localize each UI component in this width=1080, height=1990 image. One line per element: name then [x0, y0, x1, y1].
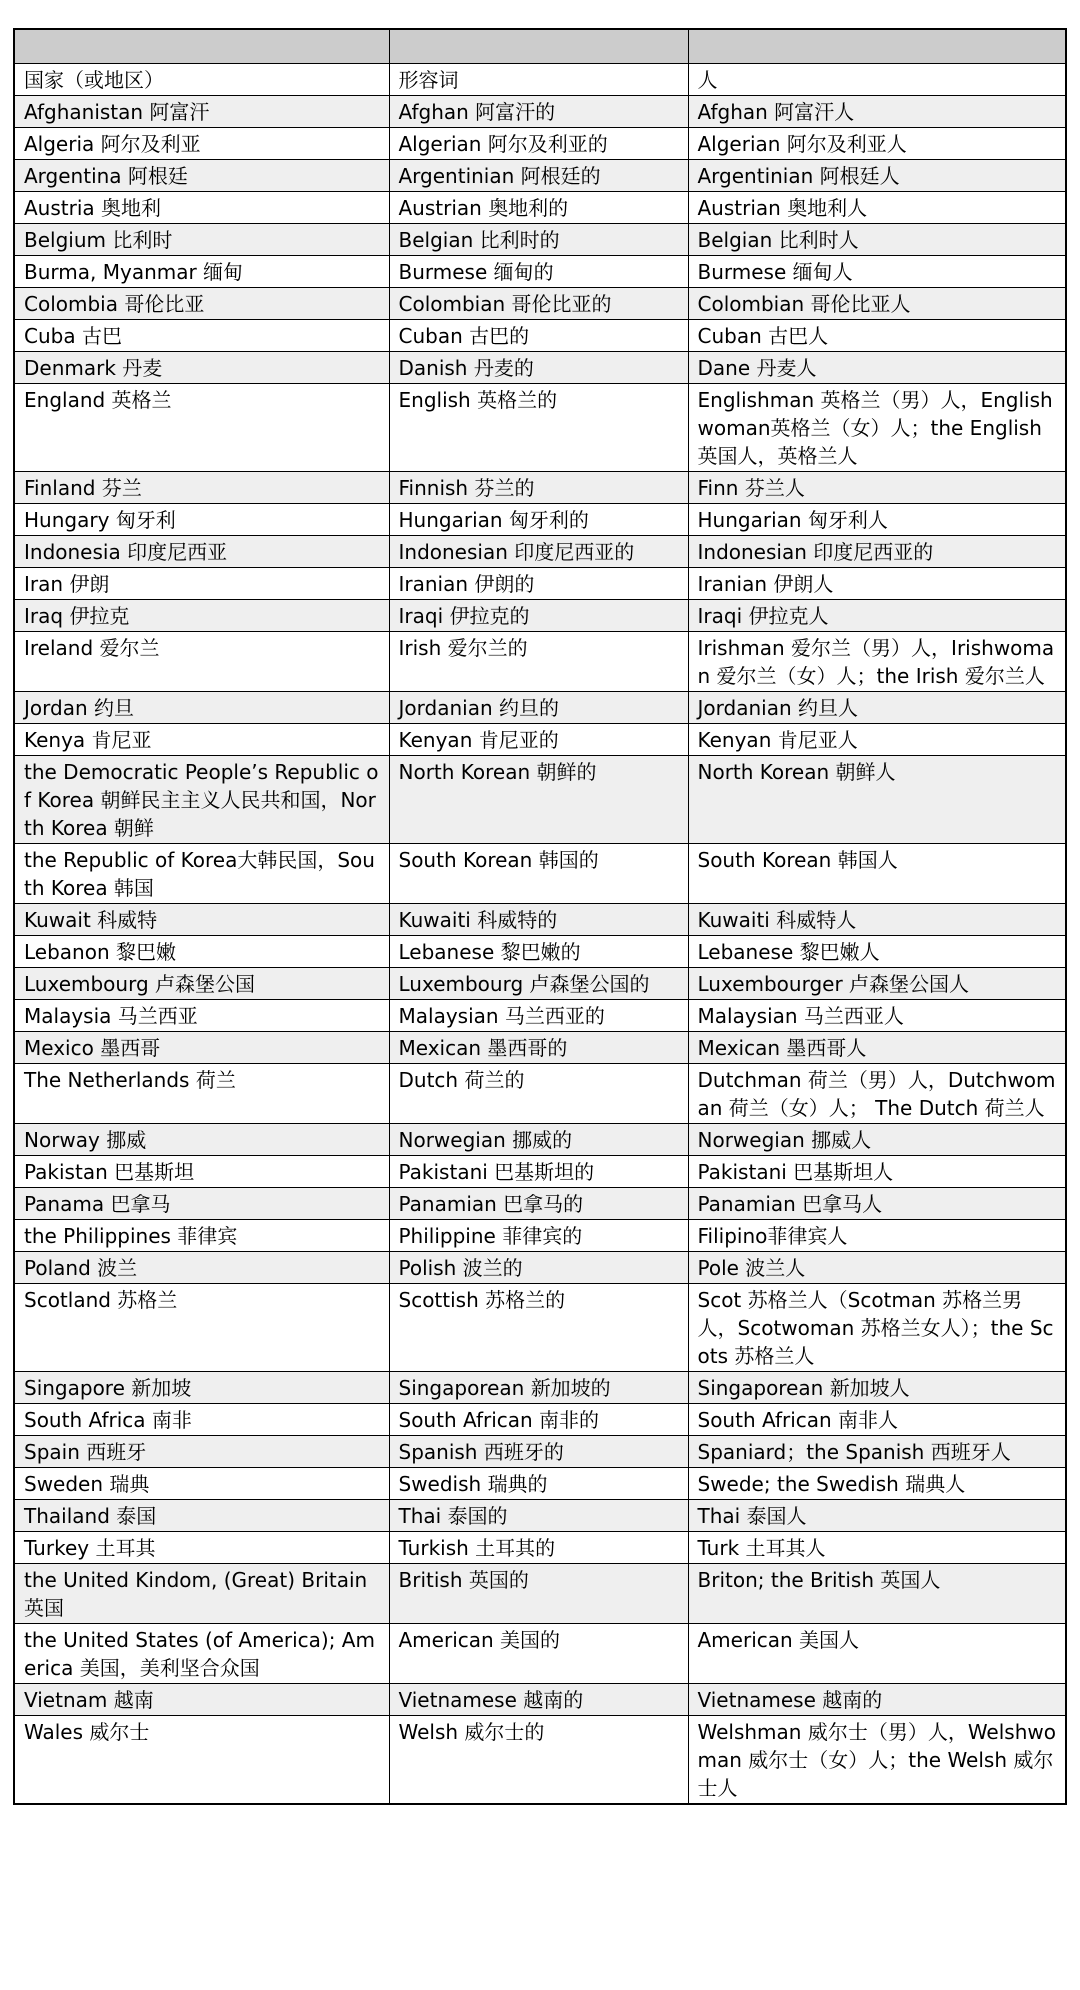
table-row	[14, 1156, 1066, 1188]
cell-country: Afghanistan 阿富汗	[14, 96, 389, 128]
cell-person: Afghan 阿富汗人	[688, 96, 1066, 128]
cell-person: Turk 土耳其人	[688, 1532, 1066, 1564]
table-row	[14, 192, 1066, 224]
table-row	[14, 96, 1066, 128]
table-row	[14, 844, 1066, 904]
cell-person: Algerian 阿尔及利亚人	[688, 128, 1066, 160]
cell-country: Denmark 丹麦	[14, 352, 389, 384]
cell-country: Panama 巴拿马	[14, 1188, 389, 1220]
table-row	[14, 384, 1066, 472]
cell-person: Scot 苏格兰人（Scotman 苏格兰男人，Scotwoman 苏格兰女人）；the Scots 苏格兰人	[688, 1284, 1066, 1372]
cell-country: the United Kindom, (Great) Britain 英国	[14, 1564, 389, 1624]
cell-adjective: Argentinian 阿根廷的	[389, 160, 688, 192]
cell-country: Poland 波兰	[14, 1252, 389, 1284]
table-row	[14, 1252, 1066, 1284]
cell-country: the United States (of America); America 美国，美利坚合众国	[14, 1624, 389, 1684]
column-title-adjective: 形容词	[389, 64, 688, 96]
cell-country: Ireland 爱尔兰	[14, 632, 389, 692]
cell-country: Spain 西班牙	[14, 1436, 389, 1468]
header-band-cell	[14, 29, 389, 64]
column-title-country: 国家（或地区）	[14, 64, 389, 96]
cell-adjective: Finnish 芬兰的	[389, 472, 688, 504]
cell-adjective: Philippine 菲律宾的	[389, 1220, 688, 1252]
nationality-table	[13, 28, 1067, 1805]
table-row	[14, 1564, 1066, 1624]
cell-person: Spaniard；the Spanish 西班牙人	[688, 1436, 1066, 1468]
cell-country: Singapore 新加坡	[14, 1372, 389, 1404]
table-body	[14, 29, 1066, 1804]
cell-country: Austria 奥地利	[14, 192, 389, 224]
table-row	[14, 128, 1066, 160]
cell-person: Pole 波兰人	[688, 1252, 1066, 1284]
cell-country: Algeria 阿尔及利亚	[14, 128, 389, 160]
cell-adjective: American 美国的	[389, 1624, 688, 1684]
cell-person: Englishman 英格兰（男）人，Englishwoman英格兰（女）人；the English 英国人，英格兰人	[688, 384, 1066, 472]
cell-country: South Africa 南非	[14, 1404, 389, 1436]
cell-country: Turkey 土耳其	[14, 1532, 389, 1564]
cell-person: Hungarian 匈牙利人	[688, 504, 1066, 536]
cell-adjective: Mexican 墨西哥的	[389, 1032, 688, 1064]
cell-person: Thai 泰国人	[688, 1500, 1066, 1532]
table-row	[14, 256, 1066, 288]
table-row	[14, 1716, 1066, 1805]
cell-country: Argentina 阿根廷	[14, 160, 389, 192]
table-row	[14, 288, 1066, 320]
table-row	[14, 1000, 1066, 1032]
cell-country: the Democratic People’s Republic of Korea 朝鲜民主主义人民共和国，North Korea 朝鲜	[14, 756, 389, 844]
cell-country: Iran 伊朗	[14, 568, 389, 600]
cell-person: Swede; the Swedish 瑞典人	[688, 1468, 1066, 1500]
cell-person: American 美国人	[688, 1624, 1066, 1684]
cell-country: England 英格兰	[14, 384, 389, 472]
cell-adjective: Jordanian 约旦的	[389, 692, 688, 724]
cell-person: South African 南非人	[688, 1404, 1066, 1436]
cell-country: Belgium 比利时	[14, 224, 389, 256]
table-row	[14, 1220, 1066, 1252]
cell-adjective: Kuwaiti 科威特的	[389, 904, 688, 936]
cell-person: Finn 芬兰人	[688, 472, 1066, 504]
cell-country: Kenya 肯尼亚	[14, 724, 389, 756]
table-row	[14, 504, 1066, 536]
cell-adjective: Scottish 苏格兰的	[389, 1284, 688, 1372]
cell-adjective: Swedish 瑞典的	[389, 1468, 688, 1500]
table-row	[14, 600, 1066, 632]
header-band-cell	[389, 29, 688, 64]
cell-person: Irishman 爱尔兰（男）人，Irishwoman 爱尔兰（女）人；the Irish 爱尔兰人	[688, 632, 1066, 692]
cell-person: Pakistani 巴基斯坦人	[688, 1156, 1066, 1188]
cell-adjective: Kenyan 肯尼亚的	[389, 724, 688, 756]
table-row	[14, 1032, 1066, 1064]
table-row	[14, 1284, 1066, 1372]
table-row	[14, 224, 1066, 256]
table-row	[14, 756, 1066, 844]
cell-person: Panamian 巴拿马人	[688, 1188, 1066, 1220]
cell-person: Kuwaiti 科威特人	[688, 904, 1066, 936]
cell-country: Mexico 墨西哥	[14, 1032, 389, 1064]
cell-country: Vietnam 越南	[14, 1684, 389, 1716]
table-row	[14, 1532, 1066, 1564]
cell-adjective: Burmese 缅甸的	[389, 256, 688, 288]
cell-person: Iraqi 伊拉克人	[688, 600, 1066, 632]
cell-person: Luxembourger 卢森堡公国人	[688, 968, 1066, 1000]
cell-person: Argentinian 阿根廷人	[688, 160, 1066, 192]
table-row	[14, 352, 1066, 384]
column-title-row	[14, 64, 1066, 96]
cell-adjective: Danish 丹麦的	[389, 352, 688, 384]
cell-adjective: Colombian 哥伦比亚的	[389, 288, 688, 320]
cell-country: Pakistan 巴基斯坦	[14, 1156, 389, 1188]
cell-adjective: Algerian 阿尔及利亚的	[389, 128, 688, 160]
table-row	[14, 1404, 1066, 1436]
table-row	[14, 1188, 1066, 1220]
cell-country: Colombia 哥伦比亚	[14, 288, 389, 320]
cell-person: Burmese 缅甸人	[688, 256, 1066, 288]
cell-country: the Republic of Korea大韩民国，South Korea 韩国	[14, 844, 389, 904]
cell-adjective: Cuban 古巴的	[389, 320, 688, 352]
table-row	[14, 1372, 1066, 1404]
cell-person: Austrian 奥地利人	[688, 192, 1066, 224]
cell-adjective: British 英国的	[389, 1564, 688, 1624]
cell-person: Colombian 哥伦比亚人	[688, 288, 1066, 320]
column-title-person: 人	[688, 64, 1066, 96]
table-row	[14, 472, 1066, 504]
cell-country: the Philippines 菲律宾	[14, 1220, 389, 1252]
cell-country: The Netherlands 荷兰	[14, 1064, 389, 1124]
table-row	[14, 536, 1066, 568]
table-row	[14, 692, 1066, 724]
cell-person: Dane 丹麦人	[688, 352, 1066, 384]
cell-person: Briton; the British 英国人	[688, 1564, 1066, 1624]
cell-adjective: Thai 泰国的	[389, 1500, 688, 1532]
cell-country: Indonesia 印度尼西亚	[14, 536, 389, 568]
cell-person: Kenyan 肯尼亚人	[688, 724, 1066, 756]
cell-person: Belgian 比利时人	[688, 224, 1066, 256]
cell-country: Burma, Myanmar 缅甸	[14, 256, 389, 288]
table-row	[14, 724, 1066, 756]
table-row	[14, 1684, 1066, 1716]
cell-adjective: Dutch 荷兰的	[389, 1064, 688, 1124]
cell-adjective: English 英格兰的	[389, 384, 688, 472]
cell-person: Welshman 威尔士（男）人，Welshwoman 威尔士（女）人；the Welsh 威尔士人	[688, 1716, 1066, 1805]
table-row	[14, 968, 1066, 1000]
cell-country: Luxembourg 卢森堡公国	[14, 968, 389, 1000]
cell-adjective: Lebanese 黎巴嫩的	[389, 936, 688, 968]
cell-person: Vietnamese 越南的	[688, 1684, 1066, 1716]
cell-adjective: Iraqi 伊拉克的	[389, 600, 688, 632]
cell-person: North Korean 朝鲜人	[688, 756, 1066, 844]
table-row	[14, 904, 1066, 936]
cell-country: Thailand 泰国	[14, 1500, 389, 1532]
cell-adjective: Iranian 伊朗的	[389, 568, 688, 600]
cell-adjective: Luxembourg 卢森堡公国的	[389, 968, 688, 1000]
cell-country: Kuwait 科威特	[14, 904, 389, 936]
cell-country: Sweden 瑞典	[14, 1468, 389, 1500]
table-row	[14, 160, 1066, 192]
cell-country: Malaysia 马兰西亚	[14, 1000, 389, 1032]
cell-adjective: Pakistani 巴基斯坦的	[389, 1156, 688, 1188]
cell-person: Iranian 伊朗人	[688, 568, 1066, 600]
table-header-band	[14, 29, 1066, 64]
cell-adjective: Turkish 土耳其的	[389, 1532, 688, 1564]
cell-adjective: Belgian 比利时的	[389, 224, 688, 256]
header-band-cell	[688, 29, 1066, 64]
cell-adjective: Austrian 奥地利的	[389, 192, 688, 224]
cell-person: Cuban 古巴人	[688, 320, 1066, 352]
cell-country: Jordan 约旦	[14, 692, 389, 724]
cell-adjective: Malaysian 马兰西亚的	[389, 1000, 688, 1032]
table-row	[14, 1468, 1066, 1500]
cell-person: Lebanese 黎巴嫩人	[688, 936, 1066, 968]
table-row	[14, 568, 1066, 600]
cell-person: South Korean 韩国人	[688, 844, 1066, 904]
cell-country: Finland 芬兰	[14, 472, 389, 504]
cell-country: Iraq 伊拉克	[14, 600, 389, 632]
table-row	[14, 632, 1066, 692]
cell-adjective: Welsh 威尔士的	[389, 1716, 688, 1805]
cell-person: Malaysian 马兰西亚人	[688, 1000, 1066, 1032]
cell-person: Indonesian 印度尼西亚的	[688, 536, 1066, 568]
table-row	[14, 1624, 1066, 1684]
table-row	[14, 1436, 1066, 1468]
cell-country: Hungary 匈牙利	[14, 504, 389, 536]
cell-person: Dutchman 荷兰（男）人，Dutchwoman 荷兰（女）人； The Dutch 荷兰人	[688, 1064, 1066, 1124]
cell-adjective: Hungarian 匈牙利的	[389, 504, 688, 536]
cell-adjective: Vietnamese 越南的	[389, 1684, 688, 1716]
table-row	[14, 1124, 1066, 1156]
cell-country: Scotland 苏格兰	[14, 1284, 389, 1372]
cell-country: Norway 挪威	[14, 1124, 389, 1156]
cell-adjective: Indonesian 印度尼西亚的	[389, 536, 688, 568]
cell-person: Singaporean 新加坡人	[688, 1372, 1066, 1404]
cell-adjective: Polish 波兰的	[389, 1252, 688, 1284]
table-row	[14, 1064, 1066, 1124]
cell-person: Filipino菲律宾人	[688, 1220, 1066, 1252]
cell-person: Mexican 墨西哥人	[688, 1032, 1066, 1064]
cell-adjective: Panamian 巴拿马的	[389, 1188, 688, 1220]
cell-adjective: Singaporean 新加坡的	[389, 1372, 688, 1404]
table-row	[14, 936, 1066, 968]
cell-adjective: North Korean 朝鲜的	[389, 756, 688, 844]
cell-adjective: Norwegian 挪威的	[389, 1124, 688, 1156]
cell-country: Lebanon 黎巴嫩	[14, 936, 389, 968]
cell-adjective: Irish 爱尔兰的	[389, 632, 688, 692]
cell-country: Wales 威尔士	[14, 1716, 389, 1805]
cell-adjective: South African 南非的	[389, 1404, 688, 1436]
cell-adjective: Spanish 西班牙的	[389, 1436, 688, 1468]
cell-adjective: Afghan 阿富汗的	[389, 96, 688, 128]
cell-country: Cuba 古巴	[14, 320, 389, 352]
table-row	[14, 320, 1066, 352]
cell-person: Norwegian 挪威人	[688, 1124, 1066, 1156]
cell-person: Jordanian 约旦人	[688, 692, 1066, 724]
cell-adjective: South Korean 韩国的	[389, 844, 688, 904]
table-row	[14, 1500, 1066, 1532]
